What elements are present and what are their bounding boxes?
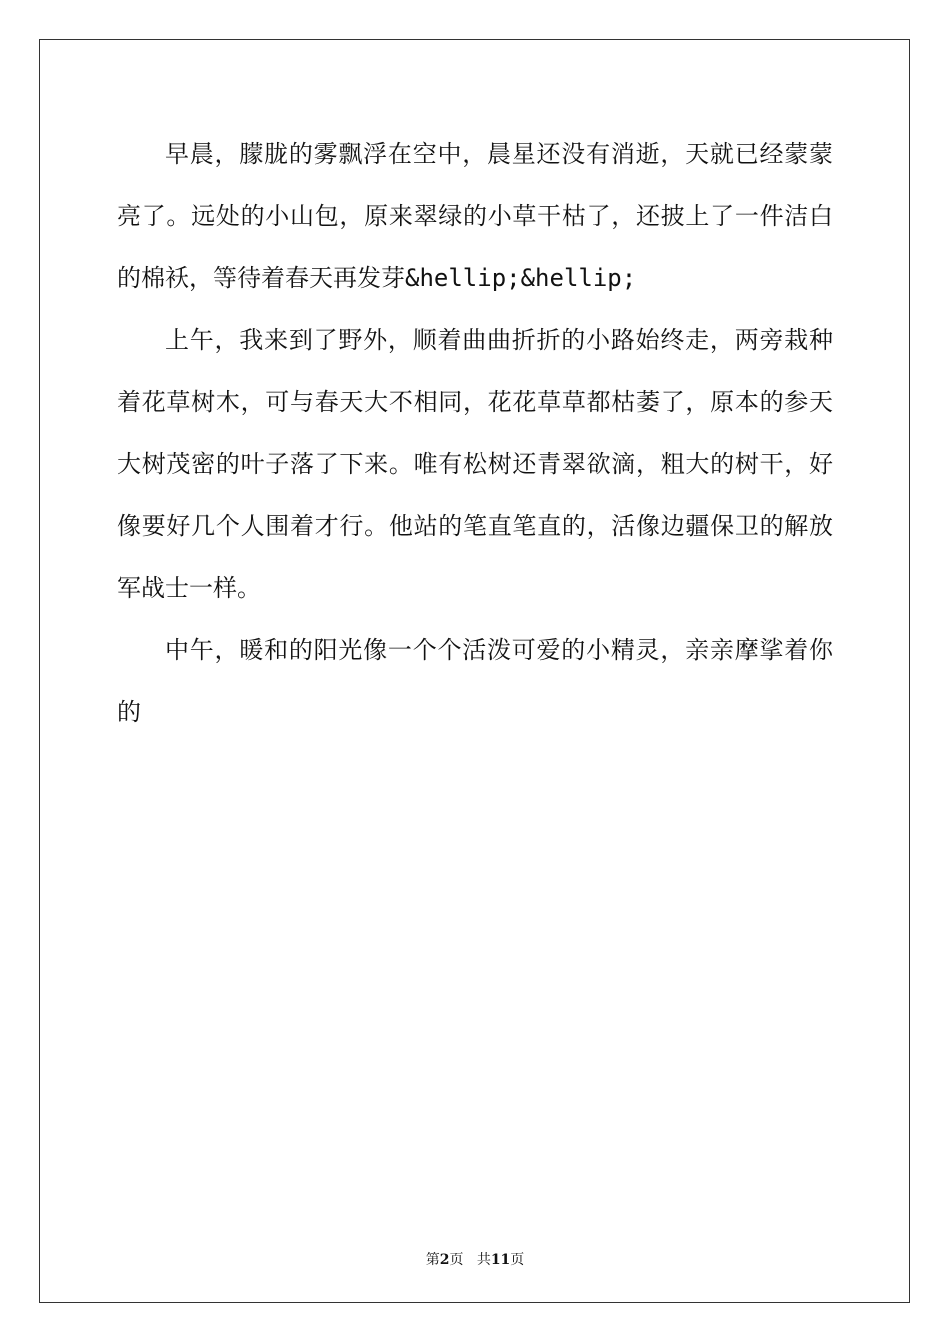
total-prefix: 共 bbox=[476, 1252, 491, 1268]
paragraph-morning: 早晨，朦胧的雾飘浮在空中，晨星还没有消逝，天就已经蒙蒙亮了。远处的小山包，原来翠绿的小草干枯了，还披上了一件洁白的棉袄，等待着春天再发芽&hellip;&hellip; bbox=[117, 140, 833, 292]
document-body bbox=[117, 123, 833, 743]
page-prefix: 第 bbox=[425, 1252, 440, 1268]
total-suffix: 页 bbox=[510, 1252, 525, 1268]
page-footer bbox=[0, 1249, 950, 1269]
page-suffix: 页 bbox=[449, 1252, 464, 1268]
total-pages: 11 bbox=[490, 1252, 511, 1268]
paragraph-forenoon: 上午，我来到了野外，顺着曲曲折折的小路始终走，两旁栽种着花草树木，可与春天大不相同，花花草草都枯萎了，原本的参天大树茂密的叶子落了下来。唯有松树还青翠欲滴，粗大的树干，好像要好几个人围着才行。他站的笔直笔直的，活像边疆保卫的解放军战士一样。 bbox=[117, 326, 833, 602]
paragraph-noon: 中午，暖和的阳光像一个个活泼可爱的小精灵，亲亲摩挲着你的 bbox=[117, 636, 833, 726]
page-number: 2 bbox=[439, 1252, 450, 1268]
